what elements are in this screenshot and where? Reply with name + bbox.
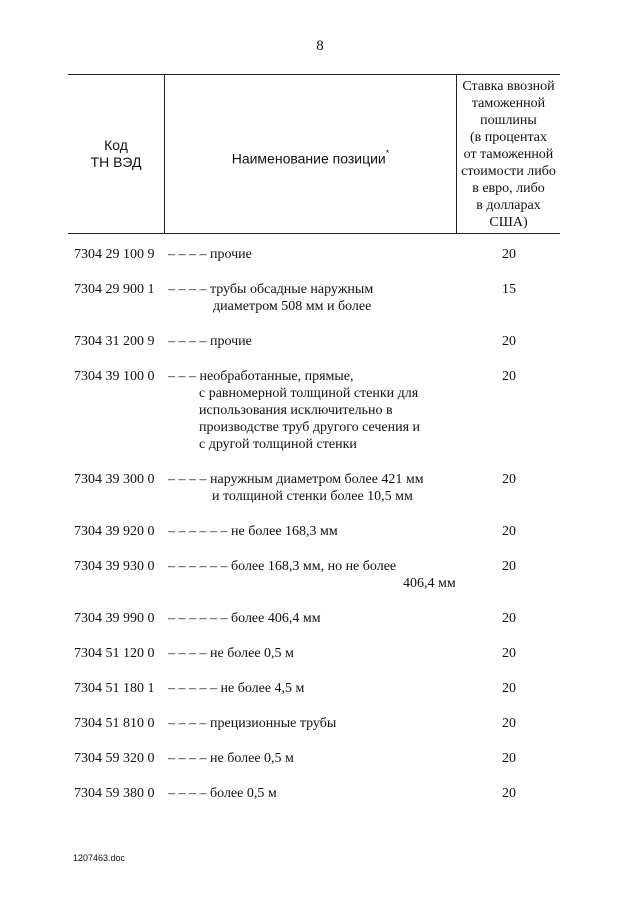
row-description (0, 610, 640, 627)
row-description (0, 333, 640, 350)
header-rate-line: таможенной (471, 96, 546, 111)
table-row (0, 471, 640, 505)
row-rate: 20 (502, 369, 516, 384)
description-line: с другой толщиной стенки (199, 437, 357, 452)
document-filename: 1207463.doc (73, 853, 126, 863)
row-rate: 20 (502, 751, 516, 766)
row-description (0, 715, 640, 732)
description-line: – – – – – не более 4,5 м (168, 681, 305, 696)
row-rate: 20 (502, 786, 516, 801)
row-code: 7304 29 900 1 (74, 282, 155, 297)
row-rate: 20 (502, 646, 516, 661)
row-code: 7304 39 930 0 (74, 559, 155, 574)
table-row (0, 785, 640, 802)
row-description (0, 645, 640, 662)
description-line: – – – – прочие (168, 247, 252, 262)
row-code: 7304 39 990 0 (74, 611, 155, 626)
row-code: 7304 39 100 0 (74, 369, 155, 384)
row-rate: 20 (502, 334, 516, 349)
header-code-line: Код (104, 137, 128, 153)
row-description (0, 523, 640, 540)
table-row (0, 558, 640, 592)
description-line: – – – – наружным диаметром более 421 мм (168, 472, 424, 487)
row-rate: 20 (502, 524, 516, 539)
description-line: использования исключительно в (199, 403, 393, 418)
header-rate-line: стоимости либо (461, 164, 556, 179)
header-rate-line: США) (489, 215, 528, 230)
header-name (165, 147, 456, 168)
row-code: 7304 59 380 0 (74, 786, 155, 801)
row-rate: 20 (502, 716, 516, 731)
header-name-label: Наименование позиции (231, 150, 386, 167)
description-line: производстве труб другого сечения и (199, 420, 421, 435)
table-row (0, 750, 640, 767)
row-rate: 20 (502, 611, 516, 626)
tariff-rows (0, 246, 640, 820)
table-header (68, 74, 560, 234)
row-code: 7304 39 300 0 (74, 472, 155, 487)
page-number: 8 (316, 38, 324, 54)
header-rate-line: Ставка ввозной (462, 79, 555, 94)
row-rate: 20 (502, 472, 516, 487)
table-row (0, 610, 640, 627)
row-rate: 20 (502, 681, 516, 696)
description-line: – – – – – – не более 168,3 мм (168, 524, 338, 539)
row-code: 7304 31 200 9 (74, 334, 155, 349)
row-rate: 20 (502, 247, 516, 262)
description-line: – – – – не более 0,5 м (168, 751, 294, 766)
header-rate-line: в долларах (476, 198, 541, 213)
description-line: – – – – не более 0,5 м (168, 646, 294, 661)
row-description (0, 281, 640, 315)
row-code: 7304 59 320 0 (74, 751, 155, 766)
row-description (0, 680, 640, 697)
row-description (0, 785, 640, 802)
header-rate (457, 78, 560, 231)
row-code: 7304 29 100 9 (74, 247, 155, 262)
row-code: 7304 51 810 0 (74, 716, 155, 731)
table-row (0, 333, 640, 350)
table-row (0, 715, 640, 732)
description-line: – – – – – – более 168,3 мм, но не более (168, 559, 397, 574)
header-code (68, 137, 164, 171)
description-line: диаметром 508 мм и более (213, 299, 372, 314)
description-line: и толщиной стенки более 10,5 мм (212, 489, 413, 504)
row-description (0, 750, 640, 767)
row-description (0, 471, 640, 505)
row-description (0, 246, 640, 263)
header-rate-line: в евро, либо (472, 181, 545, 196)
description-line: – – – – – – более 406,4 мм (168, 611, 321, 626)
row-code: 7304 39 920 0 (74, 524, 155, 539)
header-code-line: ТН ВЭД (90, 154, 142, 170)
table-row (0, 368, 640, 453)
row-description (0, 368, 640, 453)
table-row (0, 246, 640, 263)
header-rate-line: (в процентах (470, 130, 547, 145)
description-line: – – – необработанные, прямые, (168, 369, 354, 384)
description-line: 406,4 мм (403, 576, 456, 591)
footnote-marker: * (385, 148, 390, 158)
row-rate: 15 (502, 282, 516, 297)
description-line: – – – – более 0,5 м (168, 786, 277, 801)
table-row (0, 523, 640, 540)
description-line: с равномерной толщиной стенки для (199, 386, 419, 401)
description-line: – – – – прочие (168, 334, 252, 349)
table-row (0, 680, 640, 697)
table-row (0, 645, 640, 662)
description-line: – – – – трубы обсадные наружным (168, 282, 374, 297)
row-code: 7304 51 180 1 (74, 681, 155, 696)
row-description (0, 558, 640, 592)
header-rate-line: пошлины (480, 113, 537, 128)
description-line: – – – – прецизионные трубы (168, 716, 337, 731)
table-row (0, 281, 640, 315)
row-code: 7304 51 120 0 (74, 646, 155, 661)
header-rate-line: от таможенной (463, 147, 554, 162)
row-rate: 20 (502, 559, 516, 574)
